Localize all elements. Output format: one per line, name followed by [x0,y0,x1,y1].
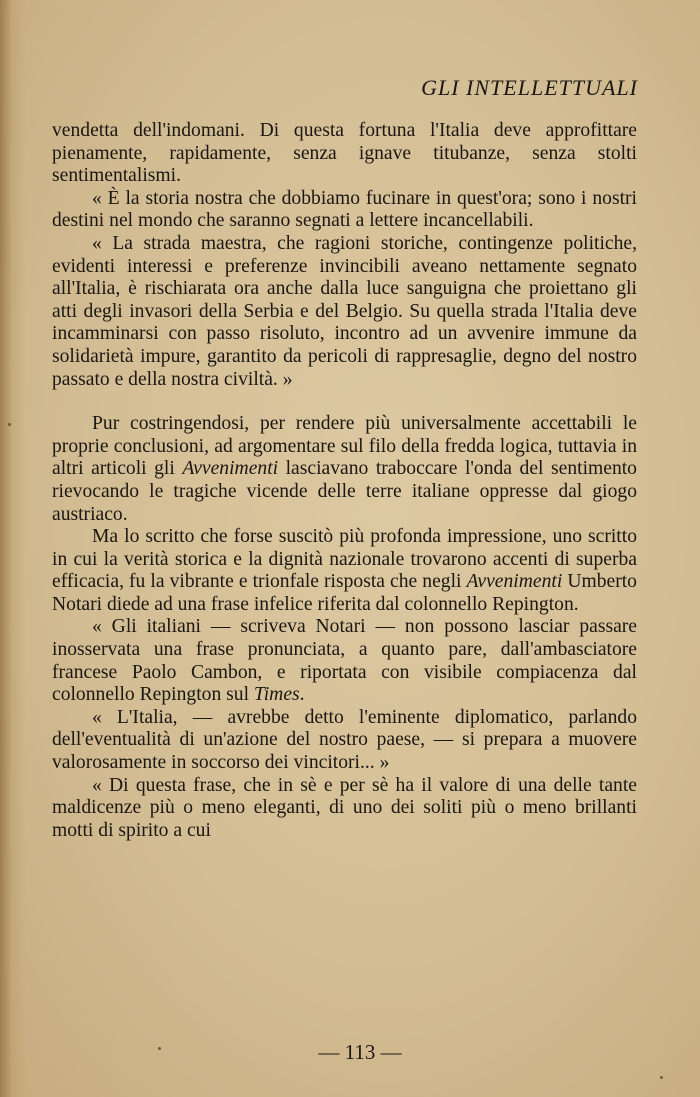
paper-speck [158,1047,161,1050]
paragraph: « Di questa frase, che in sè e per sè ha il valore di una delle tante maldicenze più o meno eleganti, di uno dei soliti più o meno brillanti motti di spirito a cui [52,774,637,841]
running-head: GLI INTELLETTUALI [421,75,638,100]
paragraph: « L'Italia, — avrebbe detto l'eminente diplomatico, parlando dell'eventualità di un'azione del nostro paese, — si prepara a muovere valorosamente in soccorso dei vincitori... » [52,706,637,774]
paper-speck [8,423,11,426]
paragraph: « È la storia nostra che dobbiamo fucinare in quest'ora; sono i nostri destini nel mondo che saranno segnati a lettere incancellabili. [52,187,637,232]
paper-speck [660,1076,663,1079]
paragraph: Pur costringendosi, per rendere più universalmente accettabili le proprie conclusioni, ad argomentare sul filo della fredda logica, tuttavia in altri articoli gli Avvenimenti lasciavano traboccare l'onda del sentimento rievocando le tragiche vicende delle terre italiane oppresse dal giogo austriaco. [52,413,637,525]
paragraph: Ma lo scritto che forse suscitò più profonda impressione, uno scritto in cui la verità storica e la dignità nazionale trovarono accenti di superba efficacia, fu la vibrante e trionfale risposta che negli Avvenimenti Umberto Notari diede ad una frase infelice riferita dal colonnello Repington. [52,526,637,615]
paragraph: vendetta dell'indomani. Di questa fortuna l'Italia deve approfittare pienamente, rapidamente, senza ignave titubanze, senza stolti sentimentalismi. [52,120,637,187]
body-text [52,120,637,842]
paragraph: « La strada maestra, che ragioni storiche, contingenze politiche, evidenti interessi e preferenze invincibili aveano nettamente segnato all'Italia, è rischiarata ora anche dalla luce sanguigna che proiettano gli atti degli invasori della Serbia e del Belgio. Su quella strada l'Italia deve incamminarsi con passo risoluto, incontro ad un avvenire immune da solidarietà impure, garantito da pericoli di rappresaglie, degno del nostro passato e della nostra civiltà. » [52,232,637,390]
paragraph: « Gli italiani — scriveva Notari — non possono lasciar passare inosservata una frase pronunciata, a quanto pare, dall'ambasciatore francese Paolo Cambon, e riportata con visibile compiacenza dal colonnello Repington sul Times. [52,616,637,706]
spine-shadow [0,0,26,1097]
page-number: — 113 — [318,1040,402,1064]
